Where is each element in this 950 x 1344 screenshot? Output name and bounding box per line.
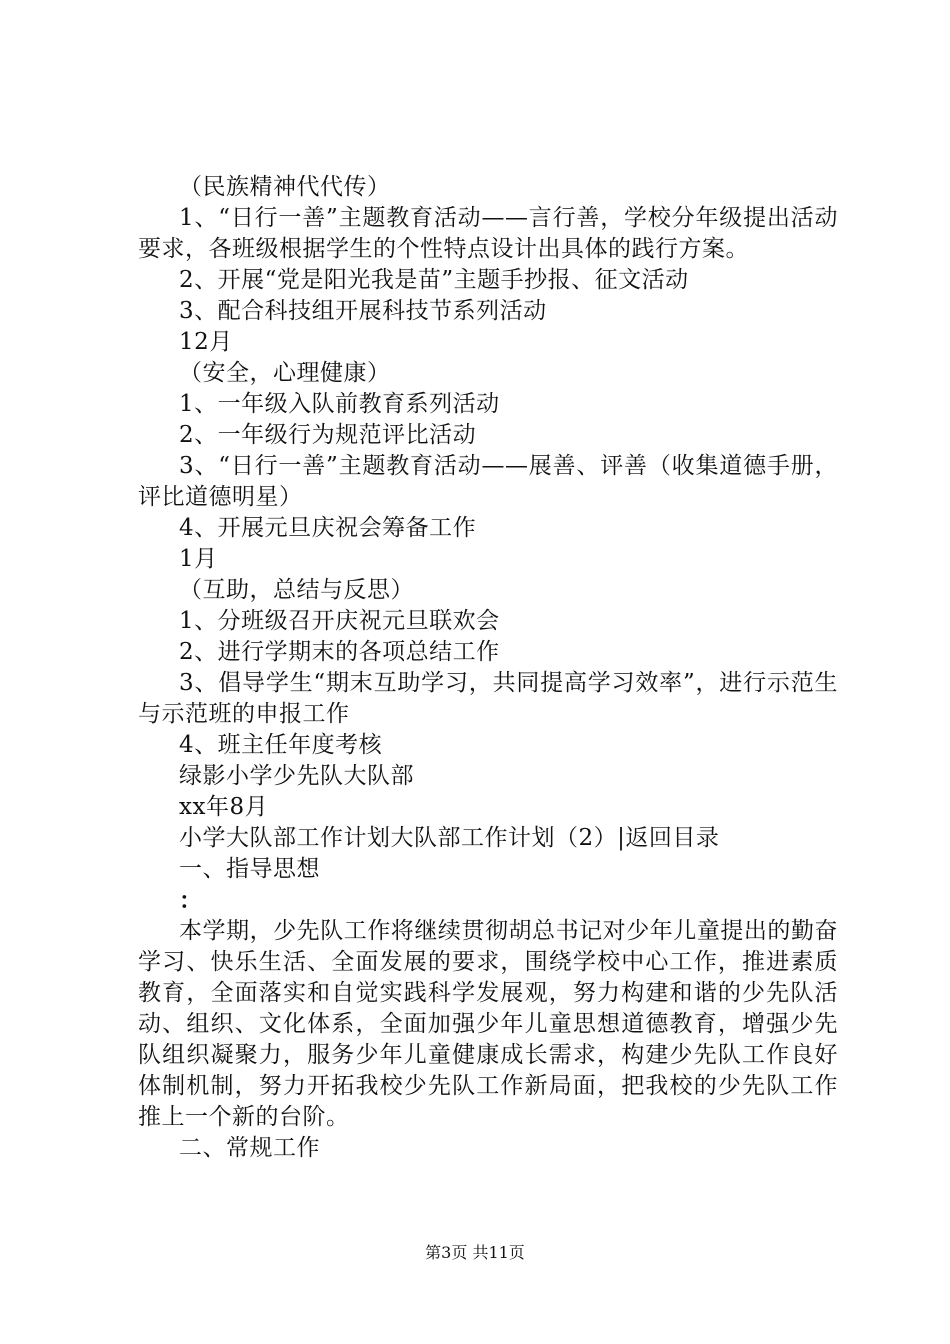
text-line: ： (179, 887, 203, 914)
section-heading: 一、指导思想 (179, 856, 320, 882)
text-line: 2、进行学期末的各项总结工作 (179, 639, 500, 665)
text-paragraph: 3、倡导学生“期末互助学习，共同提高学习效率”，进行示范生与示范班的申报工作 (138, 670, 838, 727)
text-line: （民族精神代代传） (179, 174, 391, 200)
text-paragraph: 3、“日行一善”主题教育活动——展善、评善（收集道德手册，评比道德明星） (138, 453, 838, 510)
section-heading: 二、常规工作 (179, 1135, 320, 1161)
text-paragraph: 1、“日行一善”主题教育活动——言行善，学校分年级提出活动要求，各班级根据学生的个性特点设计出具体的践行方案。 (138, 205, 838, 262)
month-heading: 1月 (179, 546, 218, 572)
text-line: （安全，心理健康） (179, 360, 391, 386)
text-paragraph: 本学期，少先队工作将继续贯彻胡总书记对少年儿童提出的勤奋学习、快乐生活、全面发展的要求，围绕学校中心工作，推进素质教育，全面落实和自觉实践科学发展观，努力构建和谐的少先队活动、组织、文化体系，全面加强少年儿童思想道德教育，增强少先队组织凝聚力，服务少年儿童健康成长需求，构建少先队工作良好体制机制，努力开拓我校少先队工作新局面，把我校的少先队工作推上一个新的台阶。 (138, 918, 838, 1130)
text-line: 4、班主任年度考核 (179, 732, 383, 758)
text-line: 1、一年级入队前教育系列活动 (179, 391, 500, 417)
document-body (138, 172, 838, 1164)
text-line: 4、开展元旦庆祝会筹备工作 (179, 515, 477, 541)
text-line: 2、开展“党是阳光我是苗”主题手抄报、征文活动 (179, 267, 689, 293)
signature-org: 绿影小学少先队大队部 (179, 763, 414, 789)
text-line: 3、配合科技组开展科技节系列活动 (179, 298, 547, 324)
month-heading: 12月 (179, 329, 233, 355)
text-line: 1、分班级召开庆祝元旦联欢会 (179, 608, 500, 634)
signature-date: xx年8月 (179, 794, 269, 820)
toc-return-link[interactable]: 小学大队部工作计划大队部工作计划（2）|返回目录 (179, 825, 720, 851)
text-line: 2、一年级行为规范评比活动 (179, 422, 477, 448)
text-line: （互助，总结与反思） (179, 577, 414, 603)
page-number-footer: 第3页 共11页 (425, 1243, 525, 1262)
